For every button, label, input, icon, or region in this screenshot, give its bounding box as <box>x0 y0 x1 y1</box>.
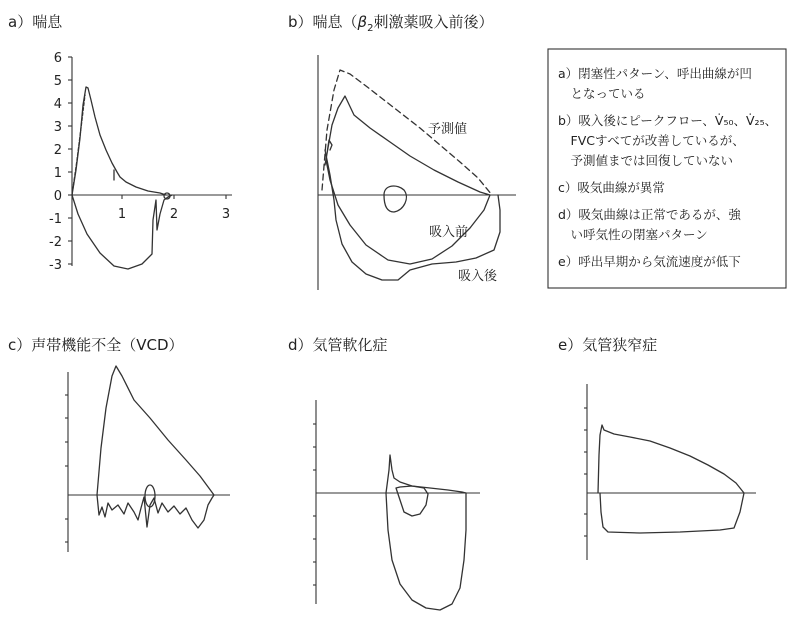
legend-item-a-line1: a）閉塞性パターン、呼出曲線が凹 <box>558 66 752 81</box>
panel-a <box>8 13 232 273</box>
panel-d-inspiratory-curve <box>386 493 466 610</box>
panel-a-xtick: 2 <box>169 207 179 222</box>
panel-b <box>288 13 516 290</box>
panel-b-title-suffix: 刺激薬吸入前後） <box>373 13 494 31</box>
legend-item-b-line2: FVCすべてが改善しているが、 <box>558 133 745 148</box>
panel-a-ytick: 1 <box>53 166 62 181</box>
panel-a-expiratory-dashed <box>72 95 85 195</box>
legend-item-a-line2: となっている <box>558 86 646 101</box>
panel-a-y-tick-labels <box>49 51 62 273</box>
panel-d-inner-loop <box>396 486 428 516</box>
legend-item-b-line1: b）吸入後にピークフロー、V̇₅₀、V̇₂₅、 <box>558 113 778 128</box>
panel-a-xtick: 3 <box>221 207 231 222</box>
panel-b-small-loop <box>384 186 406 212</box>
panel-a-y-tick-marks <box>68 57 72 264</box>
legend-item-d-line2: い呼気性の閉塞パターン <box>558 227 708 242</box>
panel-a-expiratory-curve <box>72 87 166 195</box>
panel-e <box>558 336 756 560</box>
panel-d-title: d）気管軟化症 <box>288 336 388 354</box>
panel-a-ytick: -2 <box>49 235 62 250</box>
panel-b-title-beta: β <box>357 13 368 31</box>
panel-c-title: c）声帯機能不全（VCD） <box>8 336 184 354</box>
legend-item-b-line3: 予測値までは回復していない <box>558 153 734 168</box>
panel-b-label-predicted: 予測値 <box>428 122 468 137</box>
panel-b-after-curve <box>325 150 500 280</box>
panel-c-expiratory-curve <box>97 366 214 495</box>
legend-item-d-line1: d）吸気曲線は正常であるが、強 <box>558 207 741 222</box>
panel-d <box>288 336 480 610</box>
panel-e-title: e）気管狭窄症 <box>558 336 658 354</box>
legend-item-e-line1: e）呼出早期から気流速度が低下 <box>558 254 741 269</box>
panel-a-ytick: 2 <box>53 143 62 158</box>
panel-a-ytick: -1 <box>49 212 62 227</box>
legend-box <box>548 49 786 288</box>
panel-a-ytick: 4 <box>53 97 62 112</box>
panel-b-title-prefix: b）喘息（ <box>288 13 358 31</box>
panel-c <box>8 336 230 552</box>
panel-a-title: a）喘息 <box>8 13 63 31</box>
panel-a-ytick: 5 <box>53 74 62 89</box>
panel-a-x-tick-labels <box>118 207 230 222</box>
panel-b-title-sub: 2 <box>367 23 374 34</box>
panel-a-ytick: 6 <box>53 51 62 66</box>
panel-c-inspiratory-curve <box>97 495 214 528</box>
panel-a-x-tick-marks <box>122 195 226 199</box>
legend-frame <box>548 49 786 288</box>
legend-item-c-line1: c）吸気曲線が異常 <box>558 180 665 195</box>
panel-e-inspiratory-curve <box>600 493 744 533</box>
panel-a-xtick: 1 <box>117 207 127 222</box>
panel-a-ytick: -3 <box>49 258 62 273</box>
panel-a-ytick: 3 <box>53 120 62 135</box>
panel-b-label-before: 吸入前 <box>429 225 469 240</box>
panel-a-ytick: 0 <box>53 189 62 204</box>
panel-e-expiratory-curve <box>598 425 744 493</box>
panel-b-label-after: 吸入後 <box>458 269 498 284</box>
panel-b-title <box>288 13 494 34</box>
